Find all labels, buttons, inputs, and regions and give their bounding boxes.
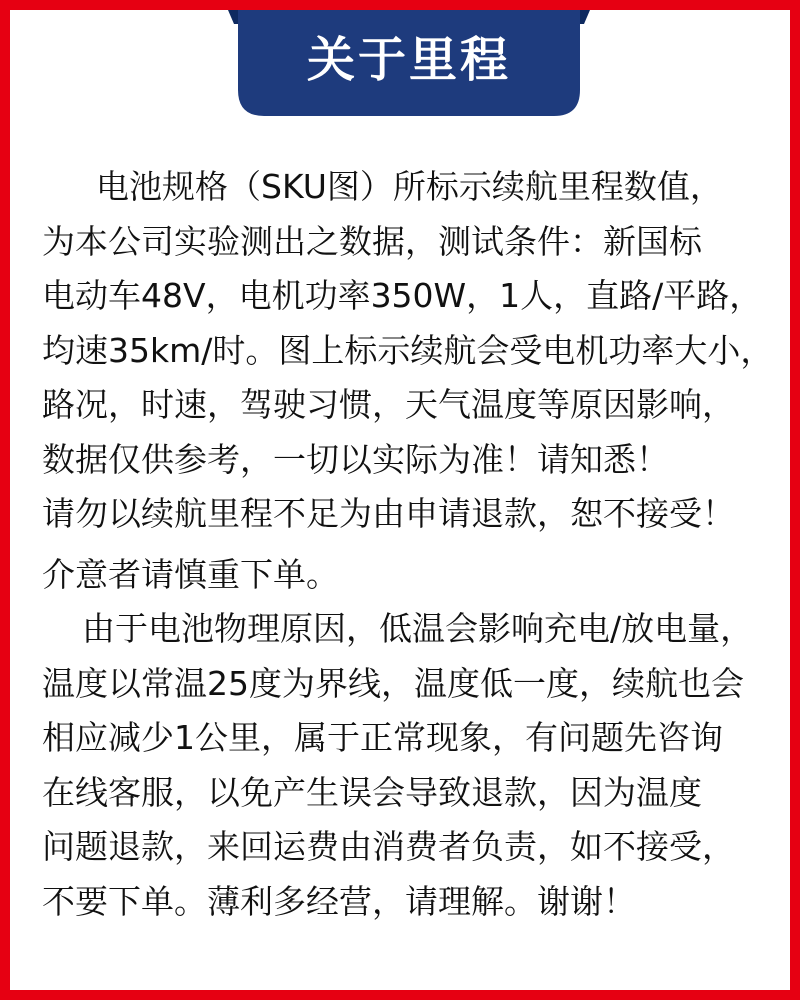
paragraph-1-line-1: 电池规格（SKU图）所标示续航里程数值， [96, 167, 723, 206]
paragraph-2-line-6: 不要下单。薄利多经营，请理解。谢谢！ [42, 881, 636, 921]
banner-title: 关于里程 [306, 32, 511, 88]
paragraph-1-line-2: 为本公司实验测出之数据，测试条件：新国标 [42, 221, 702, 261]
paragraph-2-line-4: 在线客服，以免产生误会导致退款，因为温度 [42, 772, 702, 812]
paragraph-1-line-8: 介意者请慎重下单。 [42, 554, 339, 594]
paragraph-1-line-5: 路况，时速，驾驶习惯，天气温度等原因影响， [42, 385, 735, 424]
paragraph-2-line-3: 相应减少1公里，属于正常现象，有问题先咨询 [42, 718, 723, 757]
paragraph-1-line-4: 均速35km/时。图上标示续航会受电机功率大小， [42, 330, 774, 370]
title-banner [228, 10, 590, 118]
paragraph-1-line-6: 数据仅供参考，一切以实际为准！请知悉！ [42, 439, 669, 479]
paragraph-1-line-3: 电动车48V，电机功率350W，1人，直路/平路， [42, 276, 763, 315]
paragraph-1-line-7: 请勿以续航里程不足为由申请退款，恕不接受！ [42, 494, 735, 533]
paragraph-2-line-1: 由于电池物理原因，低温会影响充电/放电量， [82, 609, 754, 648]
paragraph-2-line-2: 温度以常温25度为界线，温度低一度，续航也会 [42, 663, 744, 703]
paragraph-2-line-5: 问题退款，来回运费由消费者负责，如不接受， [42, 827, 735, 866]
notice-text [42, 160, 792, 929]
